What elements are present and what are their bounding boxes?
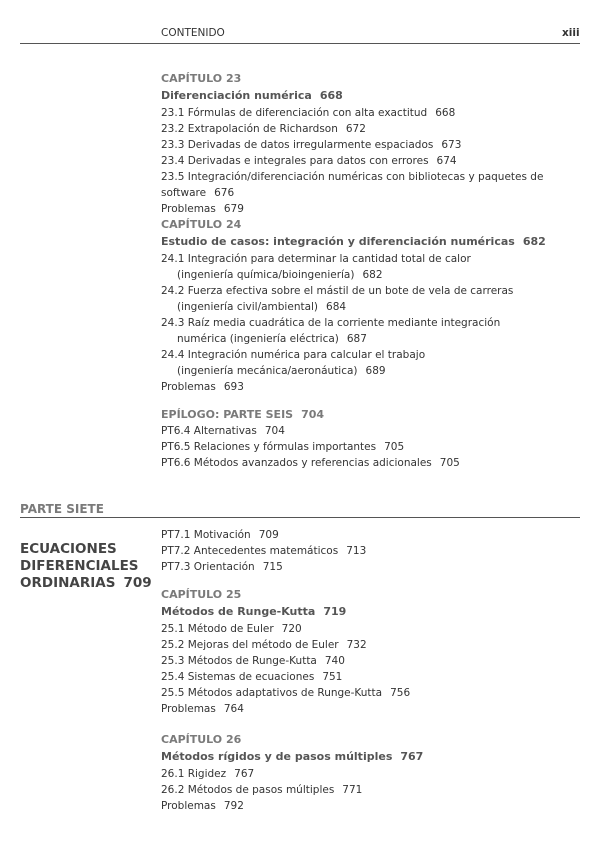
toc-entry[interactable]: [161, 251, 546, 283]
entry-page: 679: [223, 203, 244, 215]
chapter-label: CAPÍTULO 25: [161, 588, 242, 601]
entry-page: 756: [390, 687, 411, 699]
running-header: CONTENIDO: [161, 27, 225, 39]
entry-page: 704: [264, 425, 285, 437]
chapter-24: [161, 217, 546, 395]
toc-entry[interactable]: [161, 121, 600, 137]
toc-entry[interactable]: [161, 782, 423, 798]
toc-entry[interactable]: [161, 201, 600, 217]
chapter-title: Métodos rígidos y de pasos múltiples 767: [161, 750, 424, 763]
entry-page: 715: [262, 561, 283, 573]
toc-entry[interactable]: [161, 105, 600, 121]
entry-text: PT7.3 Orientación: [161, 561, 255, 573]
entry-page: 673: [441, 139, 462, 151]
chapter-label: CAPÍTULO 26: [161, 733, 242, 746]
toc-entry[interactable]: [161, 347, 546, 379]
entry-text: 23.2 Extrapolación de Richardson: [161, 123, 338, 135]
entry-page: 684: [326, 301, 347, 313]
chapter-label: CAPÍTULO 23: [161, 72, 242, 85]
entry-page: 771: [342, 784, 363, 796]
part-rule: [20, 517, 580, 518]
entry-page: 792: [223, 800, 244, 812]
toc-entry[interactable]: [161, 283, 546, 315]
entry-text: Problemas: [161, 203, 216, 215]
epilogue-6: [161, 407, 460, 471]
header-rule: [20, 43, 580, 44]
entry-page: 668: [435, 107, 456, 119]
epilogue-label: EPÍLOGO: PARTE SEIS 704: [161, 408, 325, 421]
entry-text: PT7.2 Antecedentes matemáticos: [161, 545, 339, 557]
entry-text-continued: (ingeniería química/bioingeniería): [177, 269, 355, 281]
entry-text: 26.2 Métodos de pasos múltiples: [161, 784, 335, 796]
entry-page: 709: [258, 529, 279, 541]
toc-entry[interactable]: [161, 439, 460, 455]
entry-text: 24.3 Raíz media cuadrática de la corriente mediante integración: [161, 317, 501, 329]
toc-entry[interactable]: [161, 621, 410, 637]
entry-text: PT6.6 Métodos avanzados y referencias adicionales: [161, 457, 432, 469]
toc-entry[interactable]: [161, 798, 423, 814]
toc-entry[interactable]: [161, 153, 600, 169]
entry-page: 676: [214, 187, 235, 199]
entry-text: 25.4 Sistemas de ecuaciones: [161, 671, 315, 683]
toc-entry[interactable]: [161, 559, 366, 575]
entry-text: PT6.5 Relaciones y fórmulas importantes: [161, 441, 377, 453]
entry-text: Problemas: [161, 703, 216, 715]
entry-page: 764: [223, 703, 244, 715]
entry-text: Problemas: [161, 800, 216, 812]
entry-page: 740: [324, 655, 345, 667]
toc-entry[interactable]: [161, 543, 366, 559]
entry-page: 767: [234, 768, 255, 780]
entry-text-continued: (ingeniería mecánica/aeronáutica): [177, 365, 358, 377]
toc-entry[interactable]: [161, 169, 600, 201]
toc-entry[interactable]: [161, 766, 423, 782]
entry-page: 732: [346, 639, 367, 651]
chapter-title: Estudio de casos: integración y diferenciación numéricas 682: [161, 235, 546, 248]
entry-text: 25.3 Métodos de Runge-Kutta: [161, 655, 317, 667]
entry-page: 672: [345, 123, 366, 135]
toc-entry[interactable]: [161, 315, 546, 347]
entry-page: 674: [436, 155, 457, 167]
entry-text: 26.1 Rigidez: [161, 768, 227, 780]
toc-entry[interactable]: Problemas 693: [161, 381, 244, 393]
toc-entry[interactable]: [161, 455, 460, 471]
entry-text: 23.5 Integración/diferenciación numéricas con bibliotecas y paquetes de software: [161, 171, 544, 199]
entry-text: PT7.1 Motivación: [161, 529, 251, 541]
chapter-25: [161, 587, 410, 717]
entry-text: 23.1 Fórmulas de diferenciación con alta exactitud: [161, 107, 428, 119]
part-title: ECUACIONES DIFERENCIALES ORDINARIAS 709: [20, 541, 152, 591]
chapter-title: Diferenciación numérica 668: [161, 89, 343, 102]
entry-page: 689: [365, 365, 386, 377]
chapter-label: CAPÍTULO 24: [161, 218, 242, 231]
toc-entry[interactable]: [161, 137, 600, 153]
entry-text: 25.1 Método de Euler: [161, 623, 274, 635]
entry-text-continued: (ingeniería civil/ambiental): [177, 301, 319, 313]
entry-text: 24.1 Integración para determinar la cantidad total de calor: [161, 253, 471, 265]
entry-page: 720: [281, 623, 302, 635]
entry-text: 23.4 Derivadas e integrales para datos con errores: [161, 155, 429, 167]
entry-text: 25.5 Métodos adaptativos de Runge-Kutta: [161, 687, 383, 699]
entry-page: 705: [439, 457, 460, 469]
toc-entry[interactable]: [161, 653, 410, 669]
entry-page: 705: [384, 441, 405, 453]
chapter-23: [161, 71, 600, 217]
entry-page: 682: [362, 269, 383, 281]
entry-text: 24.4 Integración numérica para calcular el trabajo: [161, 349, 426, 361]
entry-text: 23.3 Derivadas de datos irregularmente espaciados: [161, 139, 434, 151]
toc-entry[interactable]: [161, 701, 410, 717]
part-label: PARTE SIETE: [20, 502, 104, 516]
part-7-sections: [161, 527, 366, 575]
entry-text: 25.2 Mejoras del método de Euler: [161, 639, 339, 651]
chapter-title: Métodos de Runge-Kutta 719: [161, 605, 347, 618]
toc-entry[interactable]: [161, 685, 410, 701]
entry-page: 751: [322, 671, 343, 683]
toc-entry[interactable]: [161, 669, 410, 685]
toc-entry[interactable]: [161, 527, 366, 543]
entry-page: 687: [346, 333, 367, 345]
toc-entry[interactable]: [161, 423, 460, 439]
entry-text: PT6.4 Alternativas: [161, 425, 257, 437]
page-number: xiii: [562, 27, 580, 39]
toc-entry[interactable]: [161, 637, 410, 653]
entry-text-continued: numérica (ingeniería eléctrica): [177, 333, 339, 345]
entry-page: 713: [346, 545, 367, 557]
entry-text: 24.2 Fuerza efectiva sobre el mástil de un bote de vela de carreras: [161, 285, 514, 297]
chapter-26: [161, 732, 423, 814]
